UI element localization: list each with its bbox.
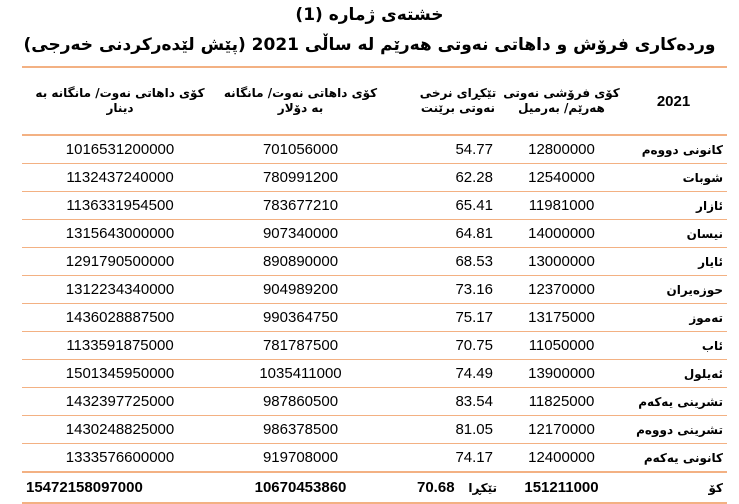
table-row bbox=[22, 360, 727, 388]
revenue-iqd-cell: 1016531200000 bbox=[65, 141, 175, 158]
total-avg-price: 70.68 bbox=[417, 479, 455, 496]
total-revenue-usd: 10670453860 bbox=[254, 479, 347, 496]
revenue-usd-cell: 890890000 bbox=[262, 253, 339, 270]
avg-price-cell: 54.77 bbox=[455, 141, 493, 158]
revenue-usd-cell: 780991200 bbox=[262, 169, 339, 186]
avg-price-cell: 62.28 bbox=[455, 169, 493, 186]
avg-price-cell: 75.17 bbox=[455, 309, 493, 326]
revenue-usd-cell: 990364750 bbox=[262, 309, 339, 326]
sales-quantity-cell: 12170000 bbox=[528, 421, 595, 438]
sales-quantity-cell: 12540000 bbox=[528, 169, 595, 186]
revenue-iqd-cell: 1136331954500 bbox=[66, 197, 174, 214]
sales-quantity-cell: 13900000 bbox=[528, 365, 595, 382]
table-row bbox=[22, 136, 727, 164]
month-cell: تشرینی دووەم bbox=[636, 422, 723, 437]
header-avg-price: تێکڕای نرخی نەوتی برێنت bbox=[419, 86, 497, 115]
table-description-title: وردەکاری فرۆش و داهاتی نەوتی هەرێم لە ساڵی 2021 (پێش لێدەرکردنی خەرجی) bbox=[23, 35, 716, 55]
table-row bbox=[22, 276, 727, 304]
revenue-usd-cell: 987860500 bbox=[262, 393, 339, 410]
revenue-iqd-cell: 1291790500000 bbox=[65, 253, 175, 270]
revenue-iqd-cell: 1436028887500 bbox=[65, 309, 175, 326]
revenue-iqd-cell: 1430248825000 bbox=[65, 421, 175, 438]
avg-price-cell: 70.75 bbox=[455, 337, 493, 354]
revenue-usd-cell: 907340000 bbox=[262, 225, 339, 242]
sales-quantity-cell: 12400000 bbox=[528, 449, 595, 466]
revenue-iqd-cell: 1501345950000 bbox=[65, 365, 175, 382]
sales-quantity-cell: 13000000 bbox=[528, 253, 595, 270]
sales-quantity-cell: 14000000 bbox=[528, 225, 595, 242]
revenue-usd-cell: 904989200 bbox=[262, 281, 339, 298]
month-cell: ئەیلول bbox=[683, 366, 723, 381]
revenue-usd-cell: 919708000 bbox=[262, 449, 339, 466]
sales-quantity-cell: 11981000 bbox=[528, 197, 595, 214]
revenue-usd-cell: 986378500 bbox=[262, 421, 339, 438]
avg-price-cell: 81.05 bbox=[455, 421, 493, 438]
revenue-usd-cell: 783677210 bbox=[262, 197, 339, 214]
avg-price-cell: 65.41 bbox=[455, 197, 493, 214]
avg-price-cell: 64.81 bbox=[455, 225, 493, 242]
table-row bbox=[22, 164, 727, 192]
avg-price-cell: 68.53 bbox=[455, 253, 493, 270]
avg-price-cell: 83.54 bbox=[455, 393, 493, 410]
avg-price-cell: 74.17 bbox=[455, 449, 493, 466]
revenue-iqd-cell: 1133591875000 bbox=[66, 337, 174, 354]
revenue-iqd-cell: 1312234340000 bbox=[65, 281, 175, 298]
total-revenue-iqd: 15472158097000 bbox=[26, 479, 143, 496]
header-sales-quantity: کۆی فرۆشی نەوتی هەرێم/ بەرمیل bbox=[503, 86, 620, 115]
sales-quantity-cell: 12800000 bbox=[528, 141, 595, 158]
revenue-iqd-cell: 1315643000000 bbox=[65, 225, 175, 242]
month-cell: ئایار bbox=[698, 254, 723, 269]
header-revenue-iqd: کۆی داهاتی نەوت/ مانگانە بە دینار bbox=[35, 86, 205, 115]
table-header-row bbox=[22, 68, 727, 136]
revenue-usd-cell: 1035411000 bbox=[259, 365, 342, 382]
table-row bbox=[22, 416, 727, 444]
month-cell: کانونی یەکەم bbox=[643, 450, 723, 465]
total-row bbox=[22, 472, 727, 504]
total-average-cell bbox=[383, 479, 503, 496]
avg-price-cell: 74.49 bbox=[455, 365, 493, 382]
header-revenue-usd: کۆی داهاتی نەوت/ مانگانە بە دۆلار bbox=[223, 86, 378, 115]
total-avg-label: تێکڕا bbox=[468, 480, 497, 495]
table-row bbox=[22, 192, 727, 220]
header-year: 2021 bbox=[656, 92, 691, 110]
revenue-iqd-cell: 1333576600000 bbox=[65, 449, 175, 466]
oil-revenue-table bbox=[22, 66, 727, 504]
revenue-iqd-cell: 1432397725000 bbox=[65, 393, 175, 410]
table-row bbox=[22, 304, 727, 332]
revenue-usd-cell: 781787500 bbox=[262, 337, 339, 354]
table-body bbox=[22, 136, 727, 472]
month-cell: کانونی دووەم bbox=[641, 142, 723, 157]
sales-quantity-cell: 11825000 bbox=[528, 393, 595, 410]
month-cell: ئاب bbox=[701, 338, 723, 353]
table-row bbox=[22, 220, 727, 248]
total-quantity: 151211000 bbox=[524, 479, 599, 496]
month-cell: حوزەیران bbox=[666, 282, 723, 297]
table-row bbox=[22, 444, 727, 472]
month-cell: تشرینی یەکەم bbox=[638, 394, 723, 409]
revenue-iqd-cell: 1132437240000 bbox=[66, 169, 174, 186]
sales-quantity-cell: 12370000 bbox=[528, 281, 595, 298]
table-number-title: خشتەی ژمارە (1) bbox=[295, 5, 444, 25]
sales-quantity-cell: 11050000 bbox=[528, 337, 595, 354]
table-row bbox=[22, 332, 727, 360]
month-cell: شوبات bbox=[682, 170, 723, 185]
avg-price-cell: 73.16 bbox=[455, 281, 493, 298]
total-label: کۆ bbox=[708, 480, 723, 495]
month-cell: نیسان bbox=[686, 226, 723, 241]
revenue-usd-cell: 701056000 bbox=[262, 141, 339, 158]
month-cell: تەموز bbox=[689, 310, 723, 325]
sales-quantity-cell: 13175000 bbox=[528, 309, 595, 326]
month-cell: ئازار bbox=[696, 198, 723, 213]
table-row bbox=[22, 388, 727, 416]
table-row bbox=[22, 248, 727, 276]
